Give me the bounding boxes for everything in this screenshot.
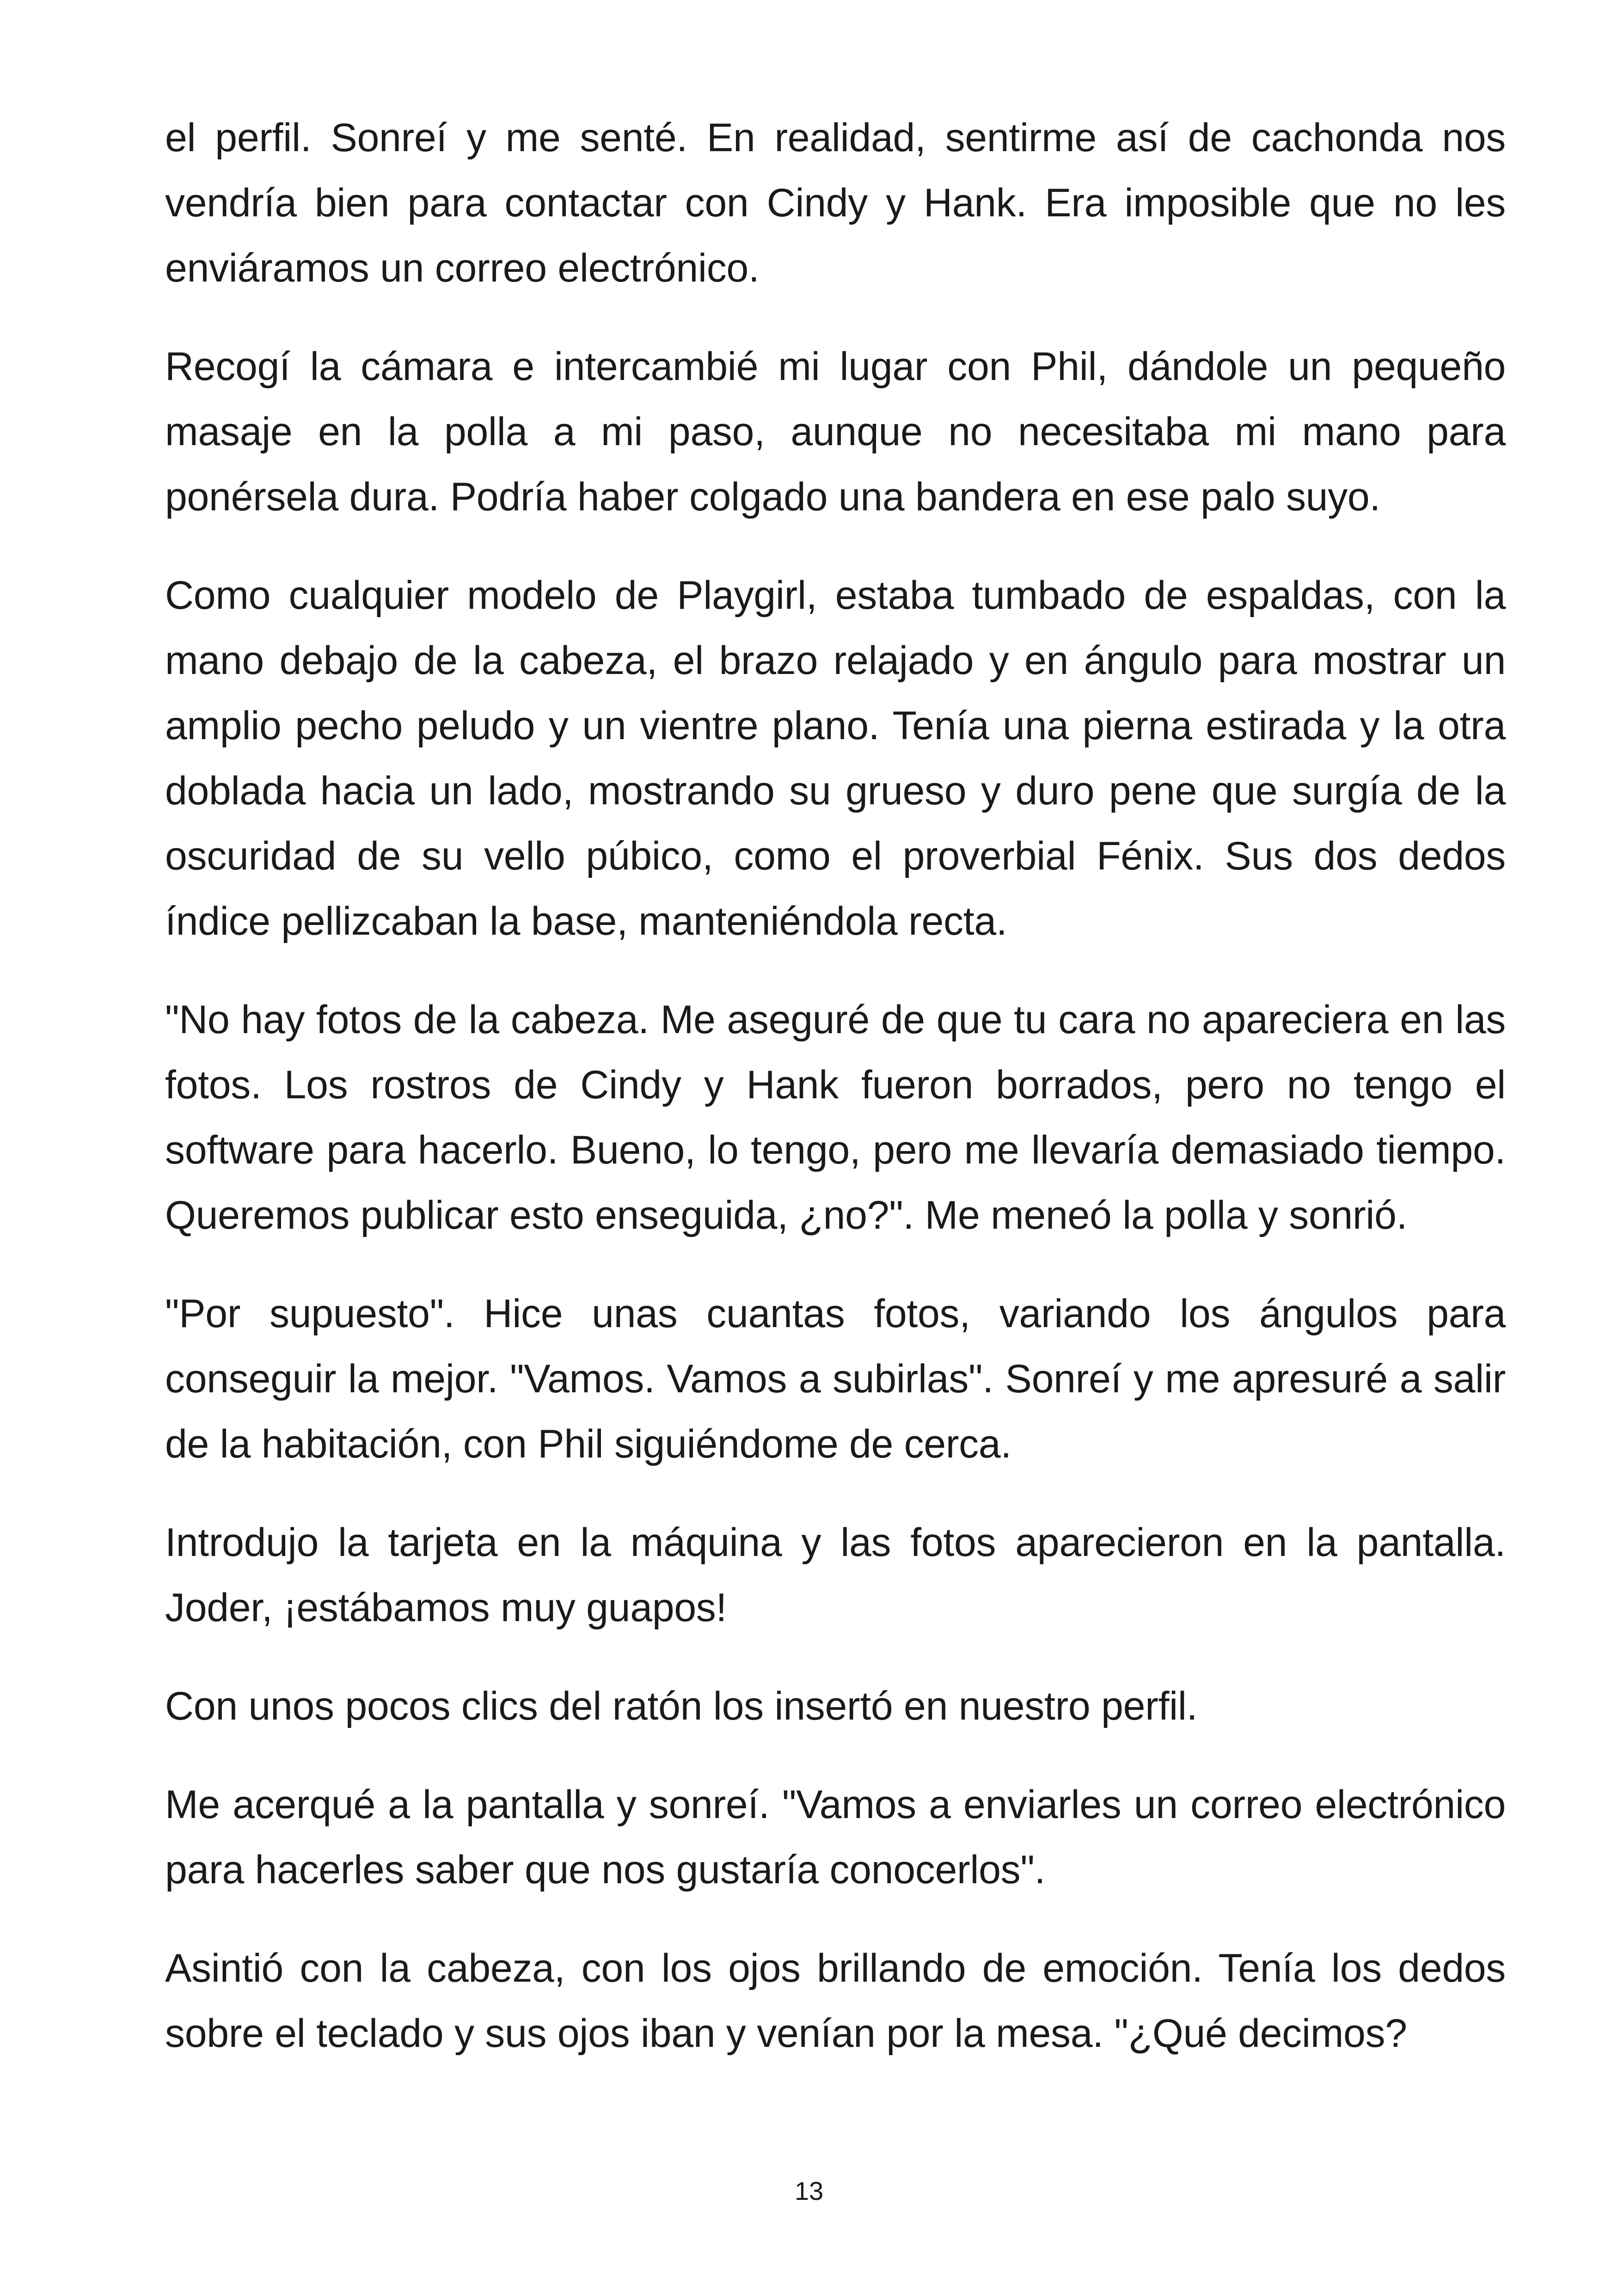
page-body: [165, 105, 1506, 2100]
paragraph-3: Como cualquier modelo de Playgirl, estaba tumbado de espaldas, con la mano debajo de la cabeza, el brazo relajado y en ángulo para mostrar un amplio pecho peludo y un vientre plano. Tenía una pierna estirada y la otra doblada hacia un lado, mostrando su grueso y duro pene que surgía de la oscuridad de su vello púbico, como el proverbial Fénix. Sus dos dedos índice pellizcaban la base, manteniéndola recta.: [165, 573, 1506, 943]
paragraph-9: Asintió con la cabeza, con los ojos brillando de emoción. Tenía los dedos sobre el teclado y sus ojos iban y venían por la mesa. "¿Qué decimos?: [165, 1946, 1506, 2056]
paragraph-8: Me acerqué a la pantalla y sonreí. "Vamos a enviarles un correo electrónico para hacerles saber que nos gustaría conocerlos".: [165, 1782, 1506, 1892]
paragraph-1: el perfil. Sonreí y me senté. En realidad, sentirme así de cachonda nos vendría bien para contactar con Cindy y Hank. Era imposible que no les enviáramos un correo electrónico.: [165, 116, 1506, 290]
paragraph-7: Con unos pocos clics del ratón los insertó en nuestro perfil.: [165, 1684, 1198, 1728]
paragraph-6: Introdujo la tarjeta en la máquina y las fotos aparecieron en la pantalla. Joder, ¡estábamos muy guapos!: [165, 1520, 1506, 1630]
paragraph-5: "Por supuesto". Hice unas cuantas fotos, variando los ángulos para conseguir la mejor. "Vamos. Vamos a subirlas". Sonreí y me apresuré a salir de la habitación, con Phil siguiéndome de cerca.: [165, 1292, 1506, 1466]
paragraph-4: "No hay fotos de la cabeza. Me aseguré de que tu cara no apareciera en las fotos. Los rostros de Cindy y Hank fueron borrados, pero no tengo el software para hacerlo. Bueno, lo tengo, pero me llevaría demasiado tiempo. Queremos publicar esto enseguida, ¿no?". Me meneó la polla y sonrió.: [165, 998, 1506, 1237]
paragraph-2: Recogí la cámara e intercambié mi lugar con Phil, dándole un pequeño masaje en la polla a mi paso, aunque no necesitaba mi mano para ponérsela dura. Podría haber colgado una bandera en ese palo suyo.: [165, 344, 1506, 519]
page-number: 13: [794, 2176, 824, 2205]
